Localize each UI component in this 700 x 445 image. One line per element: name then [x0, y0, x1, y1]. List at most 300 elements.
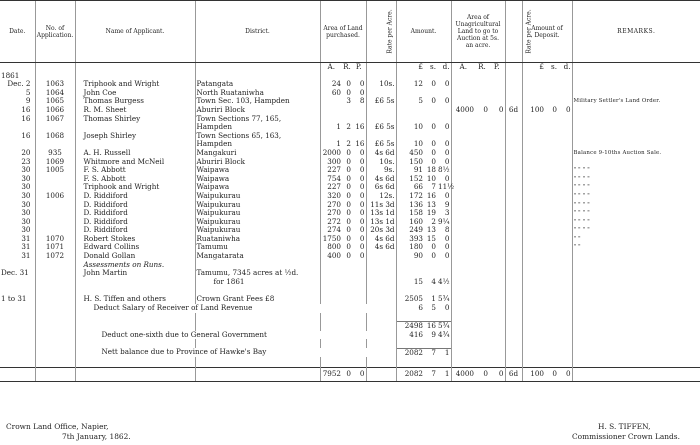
cell-rate2	[505, 183, 522, 192]
cell-rate: 13s 1d	[366, 218, 396, 227]
cell-date: 23	[21, 156, 31, 166]
cell-ap	[489, 235, 505, 244]
cell-p: 0	[359, 225, 365, 235]
cell-a: 272	[320, 218, 342, 227]
cell-remarks: " " " "	[572, 175, 700, 184]
cell-dl	[522, 166, 545, 175]
subtotal-pence: 5¾	[438, 321, 450, 331]
deduct-sixth-label: Deduct one-sixth due to General Government	[75, 331, 396, 340]
header-area: Area of Land purchased.	[320, 1, 366, 63]
cell-rate2	[505, 235, 522, 244]
cell-a: 270	[320, 209, 342, 218]
cell-rate: £6 5s	[366, 140, 396, 149]
cell-dl	[522, 235, 545, 244]
cell-r: 0	[346, 165, 351, 175]
cell-p: 0	[359, 87, 365, 97]
total-auction-roods: 0	[475, 367, 489, 381]
cell-a: 754	[320, 175, 342, 184]
cell-ar: 0	[483, 104, 488, 114]
cell-remarks: " "	[572, 243, 700, 252]
cell-d: 0	[444, 139, 450, 149]
unit-pounds: £	[396, 63, 424, 72]
cell-remarks	[572, 106, 700, 115]
cell-ar	[475, 252, 489, 261]
cell-ar	[475, 226, 489, 235]
total-shillings: 7	[424, 367, 437, 381]
cell-l: 158	[396, 209, 424, 218]
cell-a: 1	[320, 140, 342, 149]
cell-name: Triphook and Wright	[75, 80, 195, 89]
cell-a: 1	[320, 123, 342, 132]
cell-ap	[489, 226, 505, 235]
cell-name: Whitmore and McNeil	[75, 158, 195, 167]
cell-name: D. Riddiford	[75, 218, 195, 227]
cell-remarks	[572, 140, 700, 149]
cell-l: 10	[396, 123, 424, 132]
cell-name: Joseph Shirley	[75, 132, 195, 141]
total-auction-acres: 4000	[451, 367, 475, 381]
runs-row-2	[0, 278, 700, 287]
cell-rate2	[505, 149, 522, 158]
cell-no: 1067	[35, 115, 75, 124]
runs-shillings: 4	[431, 276, 436, 286]
cell-remarks	[572, 123, 700, 132]
header-application-no: No. of Application.	[35, 1, 75, 63]
unit-acres: A.	[320, 63, 342, 72]
cell-dd	[558, 226, 572, 235]
cell-l: 90	[396, 252, 424, 261]
cell-district: Town Sections 77, 165,	[195, 115, 320, 124]
cell-ds: 0	[552, 104, 557, 114]
cell-district: Waipukurau	[195, 218, 320, 227]
total-pence: 1	[437, 367, 451, 381]
cell-rate2	[505, 252, 522, 261]
cell-ds	[545, 132, 558, 141]
cell-no	[35, 218, 75, 227]
unit-perches: P.	[355, 62, 362, 71]
cell-ar	[475, 115, 489, 124]
cell-s	[424, 106, 437, 115]
footer-date: 7th January, 1862.	[62, 432, 131, 441]
header-rate-2-label: Rate per Acre.	[525, 9, 533, 54]
cell-a: 1750	[320, 235, 342, 244]
cell-dd	[558, 166, 572, 175]
header-district: District.	[195, 1, 320, 63]
cell-ar	[475, 149, 489, 158]
cell-s: 0	[431, 242, 436, 252]
runs-pence: 4½	[438, 276, 450, 286]
cell-ds	[545, 89, 558, 98]
fees-date: 1 to 31	[1, 294, 27, 304]
cell-d: 0	[444, 96, 450, 106]
cell-d: 3	[444, 208, 450, 218]
cell-ar	[475, 209, 489, 218]
cell-district: Hampden	[195, 140, 320, 149]
cell-rate2	[505, 140, 522, 149]
cell-dd	[558, 243, 572, 252]
cell-d: 8½	[438, 165, 450, 175]
cell-p: 0	[359, 182, 365, 192]
cell-rate2	[505, 218, 522, 227]
cell-ap	[489, 209, 505, 218]
cell-d: 9¼	[438, 216, 450, 226]
cell-ds	[545, 201, 558, 210]
cell-remarks: Balance 9-10ths Auction Sale.	[572, 149, 700, 158]
cell-rate: £6 5s	[366, 123, 396, 132]
cell-l: 172	[396, 192, 424, 201]
cell-p: 0	[359, 173, 365, 183]
cell-dl	[522, 192, 545, 201]
cell-ds	[545, 115, 558, 124]
cell-district: Town Sections 65, 163,	[195, 132, 320, 141]
cell-district: Waipawa	[195, 175, 320, 184]
unit-roods-2: R.	[478, 62, 486, 71]
cell-a: 274	[320, 226, 342, 235]
cell-aa	[451, 175, 475, 184]
deduct-salary-pence: 0	[444, 303, 450, 313]
cell-ds	[545, 123, 558, 132]
cell-rate: 6s 6d	[366, 183, 396, 192]
cell-l: 393	[396, 235, 424, 244]
cell-date: 9	[25, 96, 31, 106]
cell-ar	[475, 166, 489, 175]
cell-rate: 10s.	[366, 80, 396, 89]
header-date: Date.	[0, 1, 35, 63]
cell-ar	[475, 80, 489, 89]
cell-rate: 20s 3d	[366, 226, 396, 235]
cell-name: John Coe	[75, 89, 195, 98]
cell-dl	[522, 175, 545, 184]
cell-rate: 9s.	[366, 166, 396, 175]
cell-ds	[545, 243, 558, 252]
cell-d: 0	[444, 251, 450, 261]
cell-aa	[451, 123, 475, 132]
deduct-sixth-row	[0, 331, 700, 340]
cell-l: 91	[396, 166, 424, 175]
cell-ds	[545, 175, 558, 184]
cell-rate2	[505, 192, 522, 201]
runs-pounds: 15	[396, 278, 424, 287]
cell-dl	[522, 115, 545, 124]
cell-dl	[522, 132, 545, 141]
footer-signatory: H. S. TIFFEN,	[598, 422, 651, 431]
cell-remarks	[572, 80, 700, 89]
cell-no: 1063	[35, 80, 75, 89]
cell-r: 0	[346, 147, 351, 157]
cell-no: 1066	[35, 106, 75, 115]
cell-p: 0	[359, 216, 365, 226]
cell-r: 0	[346, 225, 351, 235]
cell-l: 450	[396, 149, 424, 158]
unit-pence-2: d.	[563, 62, 571, 71]
cell-remarks	[572, 89, 700, 98]
cell-a: 320	[320, 192, 342, 201]
cell-ar	[475, 218, 489, 227]
runs-heading: Assessments on Runs.	[75, 261, 195, 270]
nett-balance-pounds: 2082	[396, 348, 424, 357]
cell-ap	[489, 80, 505, 89]
cell-dl	[522, 72, 545, 81]
cell-no: 935	[35, 149, 75, 158]
cell-date: 31	[21, 251, 31, 261]
cell-no: 1072	[35, 252, 75, 261]
cell-dl	[522, 149, 545, 158]
cell-s: 2	[431, 216, 436, 226]
fees-district: Crown Grant Fees £8	[195, 295, 320, 304]
cell-ap	[489, 140, 505, 149]
cell-r: 0	[346, 199, 351, 209]
cell-dl	[522, 123, 545, 132]
cell-date: 31	[21, 233, 31, 243]
cell-ds	[545, 218, 558, 227]
cell-rate2	[505, 132, 522, 141]
cell-p: 0	[359, 233, 365, 243]
cell-name: Triphook and Wright	[75, 183, 195, 192]
cell-s: 0	[431, 122, 436, 132]
cell-date: 16	[21, 113, 31, 123]
unit-pence: d.	[442, 62, 450, 71]
cell-rate	[366, 106, 396, 115]
header-rate	[366, 1, 396, 63]
cell-name: Thomas Shirley	[75, 115, 195, 124]
unit-acres-2: A.	[451, 63, 475, 72]
cell-p: 0	[359, 147, 365, 157]
cell-dd: 0	[565, 104, 571, 114]
cell-date: 30	[21, 190, 31, 200]
cell-rate2	[505, 166, 522, 175]
cell-name: D. Riddiford	[75, 201, 195, 210]
cell-rate: 4s 6d	[366, 235, 396, 244]
cell-ds	[545, 140, 558, 149]
cell-ds	[545, 149, 558, 158]
cell-rate2	[505, 123, 522, 132]
cell-ar	[475, 235, 489, 244]
cell-remarks: " "	[572, 235, 700, 244]
runs-date: Dec. 31	[1, 268, 29, 278]
cell-district: Hampden	[195, 123, 320, 132]
header-remarks: REMARKS.	[572, 1, 700, 63]
cell-remarks: " " " "	[572, 209, 700, 218]
cell-remarks: Military Settler's Land Order.	[572, 97, 700, 106]
cell-rate	[366, 252, 396, 261]
cell-district: Mangakuri	[195, 149, 320, 158]
cell-no	[35, 201, 75, 210]
cell-dd	[558, 149, 572, 158]
cell-name: F. S. Abbott	[75, 175, 195, 184]
cell-district: Waipawa	[195, 183, 320, 192]
cell-r: 0	[346, 190, 351, 200]
cell-dd	[558, 115, 572, 124]
cell-dl	[522, 89, 545, 98]
cell-ds	[545, 209, 558, 218]
cell-s: 16	[426, 190, 436, 200]
total-deposit-shillings: 0	[545, 367, 558, 381]
cell-d: 8	[444, 225, 450, 235]
runs-row	[0, 269, 700, 278]
cell-dd	[558, 80, 572, 89]
cell-dl	[522, 140, 545, 149]
cell-aa	[451, 192, 475, 201]
cell-ap	[489, 89, 505, 98]
cell-aa	[451, 166, 475, 175]
cell-date: 30	[21, 199, 31, 209]
subtotal-shillings: 16	[424, 322, 437, 331]
cell-ar	[475, 132, 489, 141]
cell-l: 150	[396, 158, 424, 167]
cell-aa	[451, 158, 475, 167]
cell-ap	[489, 192, 505, 201]
cell-dl	[522, 183, 545, 192]
total-deposit-pence: 0	[558, 367, 572, 381]
header-area-auction: Area of Unagricultural Land to go to Auction at 5s. an acre.	[451, 1, 505, 63]
cell-s: 19	[426, 208, 436, 218]
cell-l: 10	[396, 140, 424, 149]
cell-dd	[558, 123, 572, 132]
cell-remarks	[572, 132, 700, 141]
cell-district: Tamumu	[195, 243, 320, 252]
cell-r: 0	[346, 242, 351, 252]
cell-a	[320, 106, 342, 115]
cell-date: 1861	[1, 70, 20, 80]
cell-no: 1070	[35, 235, 75, 244]
cell-date: 16	[21, 104, 31, 114]
cell-ap	[489, 252, 505, 261]
cell-date: 31	[21, 242, 31, 252]
cell-date: 30	[21, 208, 31, 218]
cell-ap	[489, 115, 505, 124]
cell-ap	[489, 183, 505, 192]
fees-name: H. S. Tiffen and others	[75, 295, 195, 304]
cell-dd	[558, 140, 572, 149]
cell-district: Waipukurau	[195, 226, 320, 235]
cell-no: 1069	[35, 158, 75, 167]
cell-r: 0	[346, 173, 351, 183]
cell-ds	[545, 192, 558, 201]
cell-remarks: " " " "	[572, 183, 700, 192]
cell-a: 300	[320, 158, 342, 167]
fees-shillings: 1	[431, 294, 436, 304]
cell-a: 227	[320, 183, 342, 192]
cell-r: 0	[346, 251, 351, 261]
cell-dl	[522, 158, 545, 167]
unit-shillings-2: s.	[551, 62, 557, 71]
cell-date: 30	[21, 182, 31, 192]
cell-d: 0	[444, 190, 450, 200]
cell-dl	[522, 218, 545, 227]
cell-r	[342, 106, 352, 115]
cell-s: 13	[426, 225, 436, 235]
cell-rate: £6 5s	[366, 97, 396, 106]
cell-a: 800	[320, 243, 342, 252]
cell-rate2	[505, 243, 522, 252]
ledger-body	[0, 72, 700, 261]
cell-ar	[475, 72, 489, 81]
cell-aa	[451, 80, 475, 89]
cell-a: 227	[320, 166, 342, 175]
cell-name: Edward Collins	[75, 243, 195, 252]
cell-name: D. Riddiford	[75, 209, 195, 218]
cell-ds	[545, 235, 558, 244]
cell-rate2	[505, 201, 522, 210]
cell-date: 5	[25, 87, 31, 97]
cell-l: 136	[396, 201, 424, 210]
cell-date: 30	[21, 216, 31, 226]
header-rate-label: Rate per Acre.	[386, 9, 394, 54]
cell-ar	[475, 175, 489, 184]
cell-ar	[475, 140, 489, 149]
total-perches: 0	[352, 367, 366, 381]
cell-p: 16	[355, 139, 365, 149]
unit-row	[0, 63, 700, 72]
cell-remarks: " " " "	[572, 201, 700, 210]
cell-ds	[545, 158, 558, 167]
cell-dd	[558, 201, 572, 210]
cell-d: 0	[444, 173, 450, 183]
cell-rate2	[505, 158, 522, 167]
cell-p: 0	[359, 165, 365, 175]
cell-remarks	[572, 115, 700, 124]
cell-district: Patangata	[195, 80, 320, 89]
cell-d: 0	[444, 242, 450, 252]
cell-rate: 4s 6d	[366, 243, 396, 252]
subtotal-pounds: 2498	[396, 322, 424, 331]
cell-s: 0	[431, 156, 436, 166]
header-rate-2	[505, 1, 533, 63]
cell-d: 0	[444, 122, 450, 132]
cell-name: D. Riddiford	[75, 226, 195, 235]
cell-a: 24	[320, 80, 342, 89]
cell-dl	[522, 226, 545, 235]
cell-district: Waipawa	[195, 166, 320, 175]
cell-l: 66	[396, 183, 424, 192]
cell-s: 13	[426, 199, 436, 209]
cell-r: 2	[346, 122, 351, 132]
cell-ds	[545, 72, 558, 81]
runs-district-1: Tamumu, 7345 acres at ½d.	[195, 269, 320, 278]
cell-ar	[475, 192, 489, 201]
cell-p: 0	[359, 208, 365, 218]
cell-rate2	[505, 115, 522, 124]
cell-dl	[522, 201, 545, 210]
runs-district-2: for 1861	[195, 278, 320, 287]
cell-aa	[451, 115, 475, 124]
cell-name: F. S. Abbott	[75, 166, 195, 175]
totals-row	[0, 367, 700, 381]
cell-ar	[475, 89, 489, 98]
total-deposit-pounds: 100	[522, 367, 545, 381]
cell-district: Waipukurau	[195, 209, 320, 218]
total-auction-perches: 0	[489, 367, 505, 381]
cell-aa	[451, 183, 475, 192]
cell-rate2	[505, 226, 522, 235]
cell-district: Aburiri Block	[195, 106, 320, 115]
total-rate-2: 6d	[505, 367, 522, 381]
cell-aa	[451, 201, 475, 210]
cell-l: 5	[396, 97, 424, 106]
cell-aa	[451, 89, 475, 98]
cell-no: 1005	[35, 166, 75, 175]
cell-date: Dec. 2	[7, 79, 31, 89]
cell-p: 0	[359, 251, 365, 261]
cell-rate2	[505, 209, 522, 218]
cell-p: 8	[359, 96, 365, 106]
cell-dl	[522, 252, 545, 261]
cell-a	[320, 97, 342, 106]
cell-no	[35, 175, 75, 184]
deduct-salary-row	[0, 304, 700, 313]
cell-s: 0	[431, 79, 436, 89]
cell-date: 30	[21, 225, 31, 235]
